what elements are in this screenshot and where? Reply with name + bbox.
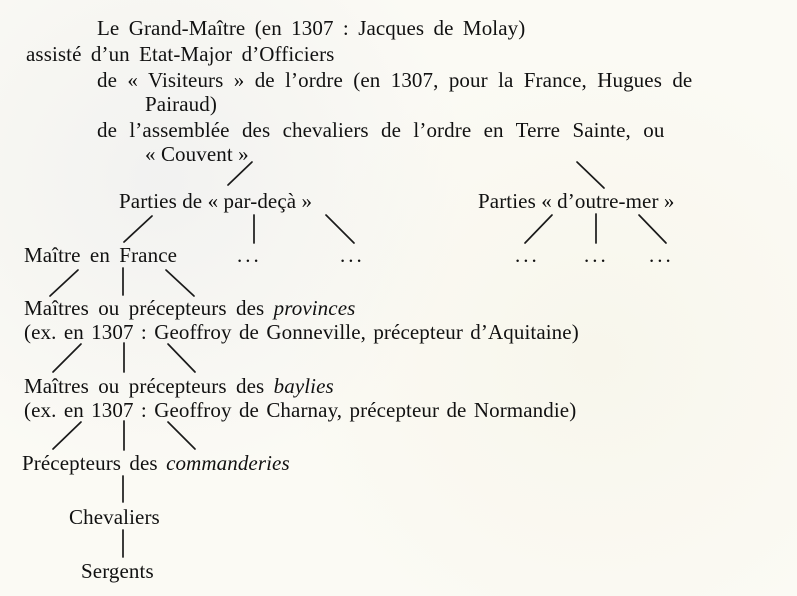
connector-provinces-baylies-right — [168, 344, 195, 372]
connector-outremer-ellipsis3 — [639, 215, 666, 243]
commanderies-label — [22, 451, 290, 475]
provinces-label-italic: provinces — [273, 296, 356, 320]
assembly-line-1: de l’assemblée des chevaliers de l’ordre en Terre Sainte, ou — [97, 118, 665, 142]
visitors-line-1: de « Visiteurs » de l’ordre (en 1307, pour la France, Hugues de — [97, 68, 693, 92]
connector-couvent-outremer — [577, 162, 604, 188]
baylies-label-prefix: Maîtres ou précepteurs des — [24, 374, 274, 398]
master-france-label: Maître en France — [24, 243, 178, 267]
baylies-example: (ex. en 1307 : Geoffroy de Charnay, précepteur de Normandie) — [24, 398, 577, 422]
baylies-label-italic: baylies — [273, 374, 334, 398]
connector-france-provinces-left — [50, 270, 78, 296]
connector-france-provinces-right — [166, 270, 194, 296]
par-deca-ellipsis-1: ... — [237, 243, 262, 267]
assembly-line-2: « Couvent » — [145, 142, 249, 166]
grand-master-line: Le Grand-Maître (en 1307 : Jacques de Molay) — [97, 16, 526, 40]
connector-baylies-commanderies-left — [53, 422, 81, 449]
branch-par-deca: Parties de « par-deçà » — [119, 189, 313, 213]
connector-provinces-baylies-left — [53, 344, 81, 372]
knights-label: Chevaliers — [69, 505, 160, 529]
par-deca-ellipsis-2: ... — [340, 243, 365, 267]
commanderies-label-italic: commanderies — [166, 451, 290, 475]
outre-mer-ellipsis-1: ... — [515, 243, 540, 267]
visitors-line-2: Pairaud) — [145, 92, 217, 116]
baylies-label — [24, 374, 334, 398]
connector-outremer-ellipsis1 — [525, 215, 552, 243]
provinces-label — [24, 296, 355, 320]
sergeants-label: Sergents — [81, 559, 154, 583]
assisted-by-line: assisté d’un Etat-Major d’Officiers — [26, 42, 335, 66]
connector-baylies-commanderies-right — [168, 422, 195, 449]
outre-mer-ellipsis-3: ... — [649, 243, 674, 267]
provinces-label-prefix: Maîtres ou précepteurs des — [24, 296, 274, 320]
outre-mer-ellipsis-2: ... — [584, 243, 609, 267]
connector-pardeca-france — [124, 216, 152, 242]
connector-pardeca-ellipsis2 — [326, 215, 354, 243]
branch-outre-mer: Parties « d’outre-mer » — [478, 189, 675, 213]
commanderies-label-prefix: Précepteurs des — [22, 451, 167, 475]
provinces-example: (ex. en 1307 : Geoffroy de Gonneville, précepteur d’Aquitaine) — [24, 320, 579, 344]
